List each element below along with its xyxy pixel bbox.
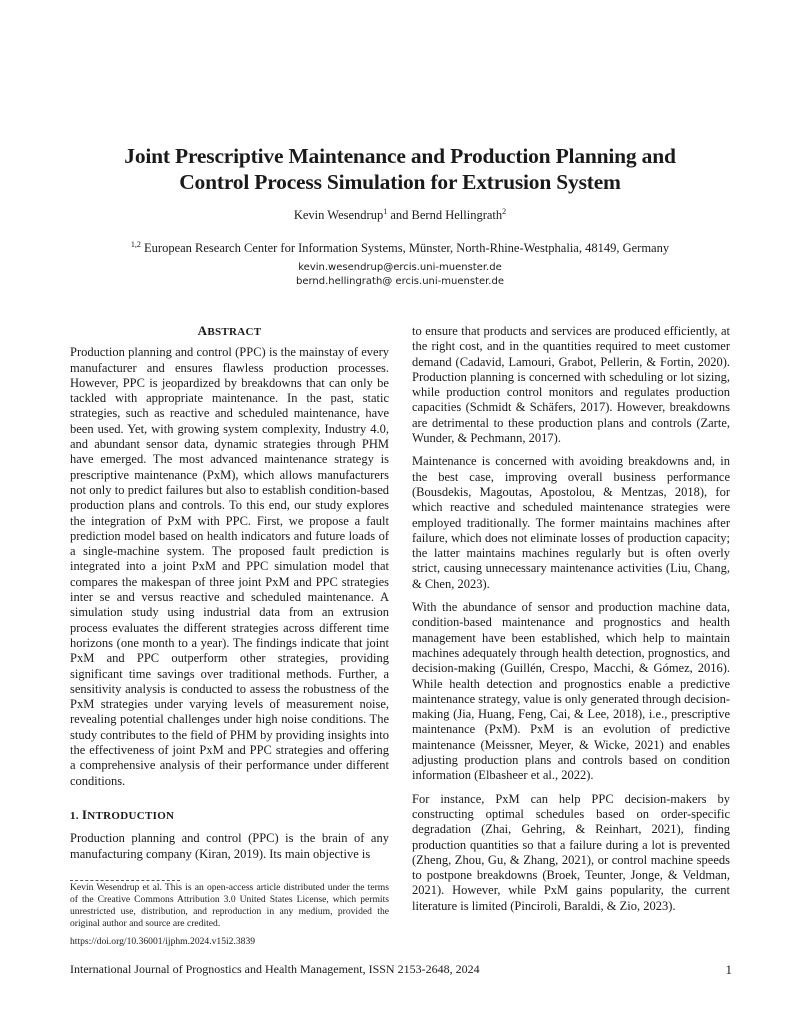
right-column <box>412 324 730 922</box>
paper-title <box>60 143 740 195</box>
introduction-text-left: Production planning and control (PPC) is the brain of any manufacturing company (Kiran, 2019). Its main objective is <box>70 831 389 861</box>
intro-paragraph-3: With the abundance of sensor and production machine data, condition-based maintenance and prognostics and health management have been established, which help to maintain machines adequately through health detection, prognostics, and decision-making (Guillén, Crespo, Macchi, & Gómez, 2016). While health detection and prognostics enable a predictive maintenance strategy, value is only generated through decision-making (Jia, Huang, Feng, Cai, & Lee, 2018), i.e., prescriptive maintenance (PxM). PxM is an evolution of predictive maintenance (Meissner, Meyer, & Wicke, 2021) and enables adjusting production plans and controls based on condition information (Elbasheer et al., 2022). <box>412 600 730 783</box>
left-column <box>70 323 389 870</box>
intro-paragraph-1: to ensure that products and services are produced efficiently, at the right cost, and in the quantities required to meet customer demand (Cadavid, Lamouri, Grabot, Pellerin, & Fortin, 2020). Production planning is concerned with scheduling or lot sizing, while production control monitors and regulates production capacities (Schmidt & Schäfers, 2017). However, breakdowns are detrimental to these production plans and controls (Zarte, Wunder, & Pechmann, 2017). <box>412 324 730 446</box>
introduction-number: 1. <box>70 809 82 822</box>
footnote-rule <box>70 880 180 881</box>
doi-link[interactable]: https://doi.org/10.36001/ijphm.2024.v15i2.3839 <box>70 936 256 947</box>
email-2[interactable]: bernd.hellingrath@ ercis.uni-muenster.de <box>296 276 504 287</box>
intro-paragraph-2: Maintenance is concerned with avoiding breakdowns and, in the best case, improving overall business performance (Bousdekis, Magoutas, Apostolou, & Mentzas, 2018), for which reactive and scheduled maintenance strategies were employed traditionally. The former maintains machines after failure, which does not eliminate losses of production capacity; the latter maintains machines regularly but is often overly strict, causing unnecessary maintenance activities (Liu, Chang, & Chen, 2023). <box>412 454 730 591</box>
journal-footer: International Journal of Prognostics and Health Management, ISSN 2153-2648, 2024 <box>70 962 480 976</box>
author-and: and <box>387 208 412 222</box>
affiliation <box>60 241 740 256</box>
title-line-1: Joint Prescriptive Maintenance and Production Planning and <box>124 144 676 168</box>
author-2-sup: 2 <box>502 206 507 216</box>
author-1: Kevin Wesendrup <box>293 208 384 222</box>
introduction-heading-rest: NTRODUCTION <box>87 809 175 822</box>
page-number: 1 <box>725 962 732 977</box>
title-line-2: Control Process Simulation for Extrusion System <box>179 170 621 194</box>
affiliation-text: European Research Center for Information Systems, Münster, North-Rhine-Westphalia, 48149, Germany <box>140 241 670 255</box>
email-1[interactable]: kevin.wesendrup@ercis.uni-muenster.de <box>298 262 502 273</box>
affiliation-sup: 1,2 <box>130 239 141 249</box>
author-line <box>60 208 740 223</box>
abstract-heading <box>70 323 389 340</box>
abstract-heading-cap: A <box>197 323 208 338</box>
intro-paragraph-4: For instance, PxM can help PPC decision-makers by constructing optimal schedules based on order-specific degradation (Zhai, Gehring, & Reinhart, 2021), finding production quantities so that a failure during a lot is prevented (Zheng, Zhou, Gu, & Zhang, 2021), or control machine speeds to postpone breakdowns (Broek, Teunter, Jonge, & Veldman, 2021). However, while PxM gains popularity, the current literature is limited (Pinciroli, Baraldi, & Zio, 2023). <box>412 791 730 913</box>
introduction-heading-cap: I <box>81 806 88 822</box>
author-2: Bernd Hellingrath <box>411 208 503 222</box>
author-1-sup: 1 <box>383 206 388 216</box>
abstract-text: Production planning and control (PPC) is the mainstay of every manufacturer and ensures flawless production processes. However, PPC is jeopardized by breakdowns that can only be tackled with appropriate maintenance. In the past, static strategies, such as reactive and scheduled maintenance, have been used. Yet, with growing system complexity, Industry 4.0, and abundant sensor data, dynamic strategies through PHM have emerged. The most advanced maintenance strategy is prescriptive maintenance (PxM), which allows manufacturers not only to predict failures but also to establish condition-based production plans and controls. To this end, our study explores the integration of PxM with PPC. First, we propose a fault prediction model based on health indicators and future loads of a single-machine system. The proposed fault prediction is integrated into a joint PxM and PPC simulation model that compares the makespan of three joint PxM and PPC strategies inter se and versus reactive and scheduled maintenance. A simulation study using industrial data from an extrusion process evaluates the different strategies across different time horizons (one month to a year). The findings indicate that joint PxM and PPC outperform other strategies, providing significant time savings over traditional methods. Further, a sensitivity analysis is conducted to assess the robustness of the PxM strategies under varying levels of measurement noise, revealing potential challenges under high noise conditions. The study contributes to the field of PHM by providing insights into the effectiveness of joint PxM and PPC strategies and offering a comprehensive analysis of their performance under different conditions. <box>70 345 389 788</box>
abstract-heading-rest: BSTRACT <box>207 326 262 338</box>
introduction-heading <box>70 807 389 824</box>
license-footnote: Kevin Wesendrup et al. This is an open-access article distributed under the terms of the Creative Commons Attribution 3.0 United States License, which permits unrestricted use, distribution, and reproduction in any medium, provided the original author and source are credited. <box>70 882 389 929</box>
